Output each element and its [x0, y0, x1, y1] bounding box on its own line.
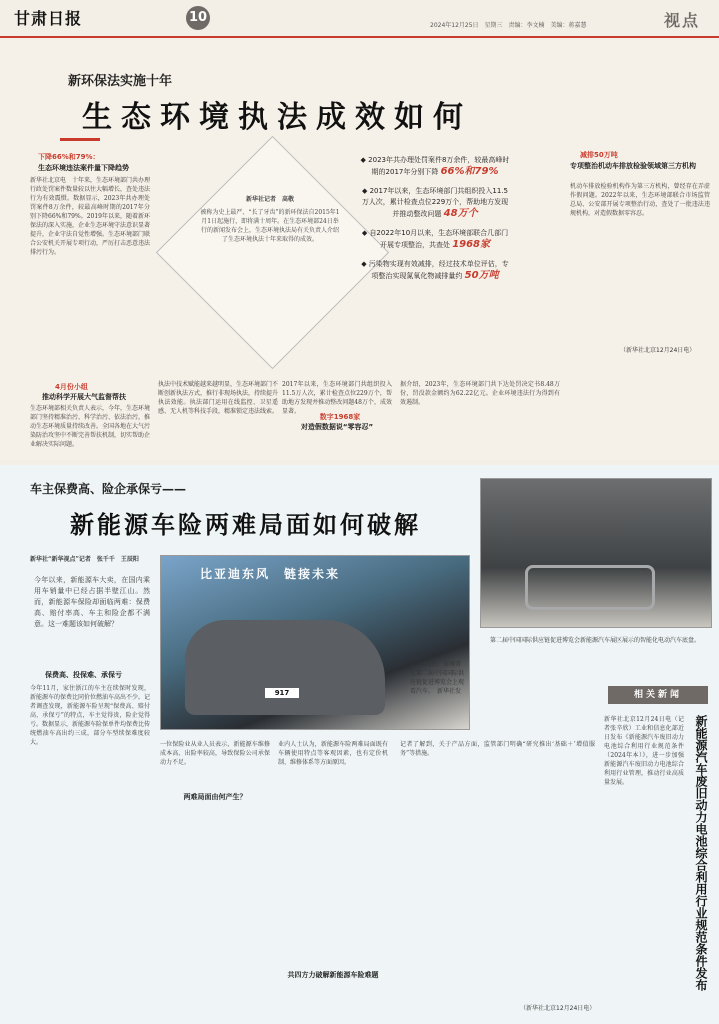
- story1-col4b: [282, 434, 392, 458]
- story1-col1: 新华社北京电 十年来，生态环境部门共办理行政处罚案件数量较以往大幅增长，查处违法行为有效震慑。数据显示，2023年共办理处罚案件8万余件，较最高峰时期的2017年分别下降66%和79%。2019年以来，随着新环保法的深入实施，企业生态环境守法意识显著提升，企业守法自觉性增强。生态环境部门联合公安机关开展专项行动，严厉打击恶意违法排污行为。: [30, 177, 151, 256]
- story1-byline: 新华社记者 高敬: [245, 196, 294, 203]
- story2-col1: 今年11月，家住浙江的车主在续保时发现，新能源车的保费比同价位燃油车高出不少。记者调查发现，新能源车险呈现“保费高、赔付高、承保亏”的特点，车主觉得贵，险企觉得亏。数据显示，新能源车险保单件均保费比传统燃油车高出约三成，部分车型续保难度较大。: [30, 685, 151, 746]
- story2-kicker: 车主保费高、险企承保亏——: [30, 482, 187, 496]
- story1-col5: 据介绍，2023年，生态环境部门共下达处罚决定书8.48万份，罚没款金额约为62.22亿元。企业环境违法行为得到有效遏制。: [400, 381, 560, 406]
- suv-image: [185, 620, 385, 715]
- ev-chassis-image: [525, 565, 655, 610]
- newspaper-logo: 甘肃日报: [14, 9, 83, 28]
- story1-right-sub: 减排50万吨: [580, 151, 618, 159]
- story2-col3: 业内人士认为，新能源车险两难局面既有车辆使用特点等客观因素，也有定价机制、维修体系等方面原因。: [278, 741, 388, 766]
- story2-headline: 新能源车险两难局面如何破解: [70, 511, 421, 539]
- story2-intro: 今年以来，新能源车大卖，在国内乘用车销量中已经占据半壁江山。然而，新能源车保险却面临两难：保费高、赔付率高、车主和险企都不满意。这一难题该如何破解？: [34, 576, 150, 628]
- related-news-title: 新能源汽车废旧动力电池综合利用行业规范条件发布: [694, 715, 708, 991]
- story1-right-sub2: 专项整治机动车排放检验领域第三方机构: [570, 162, 696, 170]
- key-figure-item: ◆ 污染物实现有效减排，经过技术单位评估，专项整治实现氮氧化物减排量约 50万吨: [361, 260, 509, 281]
- masthead: [0, 0, 719, 38]
- key-figure-item: ◆ 2017年以来，生态环境部门共组织投入11.5万人次，累计检查点位229万个，帮助地方发现并推动整改问题 48万个: [361, 187, 509, 219]
- story1-col4: 2017年以来，生态环境部门共组织投入11.5万人次，累计检查点位229万个，帮助地方发现并推动整改问题48万个，成效显著。: [282, 381, 392, 415]
- photo-banner-text: 比亚迪东风 链接未来: [200, 567, 341, 581]
- license-plate: 917: [265, 688, 299, 698]
- key-figure-item: ◆ 2023年共办理处罚案件8万余件，较最高峰时期的2017年分别下降 66%和79%: [360, 156, 510, 177]
- story2-col2-sub: 两难局面由何产生？: [183, 793, 247, 801]
- story1-intro: 被称为史上最严、“长了牙齿”的新环保法自2015年1月1日起施行，即将满十周年。在生态环境部24日举行的新闻发布会上，生态环境执法局有关负责人介绍了生态环境执法十年来取得的成效。: [200, 209, 340, 243]
- story2-col-sub: 保费高、投保难、承保亏: [45, 671, 122, 679]
- story1-sub-b: 4月份小组: [55, 383, 88, 391]
- red-rule: [60, 138, 100, 141]
- key-figure-item: ◆ 自2022年10月以来，生态环境部联合几部门开展专项整治，共查处 1968家: [361, 229, 509, 250]
- key-figures: [360, 155, 510, 355]
- story1-col3-sub: 数字1968家: [319, 413, 361, 421]
- story1-kicker: 新环保法实施十年: [68, 74, 173, 89]
- story1-credit: （新华社北京12月24日电）: [620, 347, 696, 354]
- story2-credit: （新华社北京12月24日电）: [520, 1005, 596, 1012]
- story1-intro-box: [200, 195, 340, 244]
- related-news-text: 新华社北京12月24日电（记者张辛欣）工业和信息化部近日发布《新能源汽车废旧动力电池综合利用行业规范条件（2024年本）》，进一步加强新能源汽车废旧动力电池综合利用行业管理，推动行业高质量发展。: [604, 716, 684, 786]
- photo1-caption: 11月23日，参观者在第二届中国国际供应链促进博览会上观看汽车。 新华社发: [410, 661, 465, 695]
- story1-right-col: 机动车排放检验机构作为第三方机构，曾经存在弄虚作假问题。2022年以来，生态环境部联合市场监管总局、公安部开展专项整治行动，查处了一批违法违规机构，对造假数据零容忍。: [570, 183, 710, 217]
- story2-col3-sub: 共四方力破解新能源车险难题: [287, 971, 379, 979]
- story2-col2b: [160, 806, 270, 1016]
- story1-sub-b2: 推动科学开展大气监督帮扶: [42, 393, 126, 401]
- page-number-badge: 10: [186, 6, 210, 30]
- section-title: 视点: [664, 11, 701, 30]
- dateline: 2024年12月25日 星期三 责编：李文楠 美编：蒋嘉慧: [430, 22, 587, 29]
- story1-col2: 生态环境部相关负责人表示，今年，生态环境部门坚持精准治污、科学治污、依法治污，推动生态环境质量持续改善。全国各地在大气污染防治攻坚中不断完善帮扶机制，切实帮助企业解决实际问题。: [30, 405, 151, 448]
- story1-lead-sub2: 生态环境违法案件量下降趋势: [38, 164, 129, 172]
- story1-col3: 执法中技术赋能越来越明显，生态环境部门不断创新执法方式，推行非现场执法，持续提升执法效能。执法部门运用在线监控、卫星遥感、无人机等科技手段，精准锁定违法线索。: [158, 381, 279, 415]
- story2-col4: 记者了解到，关于产品方面，监管部门明确“研究推出‘基础＋’增值服务”等措施。: [400, 741, 595, 757]
- story1-headline: 生态环境执法成效如何: [82, 100, 472, 135]
- story2-byline: 新华社“新华视点”记者 张千千 王辰阳: [30, 556, 139, 563]
- photo2-caption: 第二届中国国际供应链促进博览会新能源汽车展区展示的智能化电动汽车底盘。: [490, 637, 701, 644]
- related-news-header: 相关新闻: [608, 686, 708, 704]
- story1-lead-sub: 下降66%和79%：: [38, 153, 100, 161]
- story2-col2: 一位保险业从业人员表示，新能源车维修成本高、出险率较高，导致保险公司承保动力不足。: [160, 741, 270, 766]
- story1-col3-sub2: 对造假数据说“零容忍”: [300, 423, 374, 431]
